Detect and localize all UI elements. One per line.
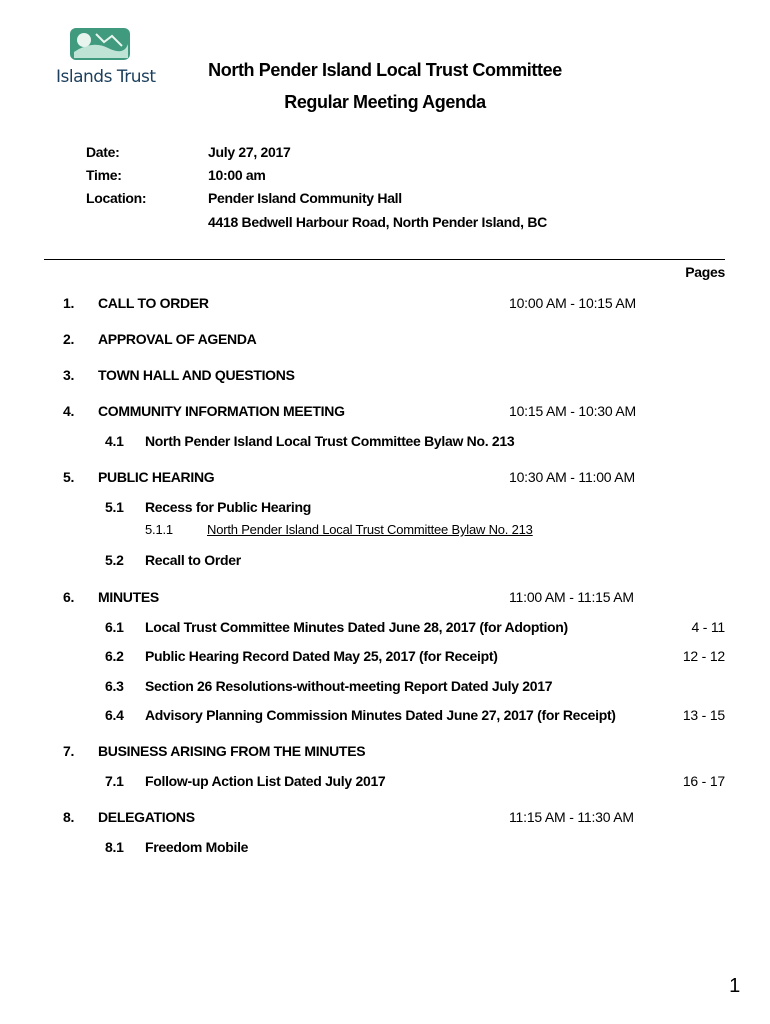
item-time: 10:15 AM - 10:30 AM	[509, 403, 636, 419]
subitem-title: Follow-up Action List Dated July 2017	[145, 773, 386, 789]
item-number: 2.	[63, 331, 75, 347]
subitem-title: Public Hearing Record Dated May 25, 2017 (for Receipt)	[145, 648, 498, 664]
bylaw-213-link[interactable]: North Pender Island Local Trust Committee Bylaw No. 213	[207, 522, 533, 537]
subitem-pages: 4 - 11	[691, 619, 725, 635]
item-number: 7.	[63, 743, 75, 759]
subitem-number: 6.4	[105, 707, 124, 723]
subitem-number: 7.1	[105, 773, 124, 789]
item-title: DELEGATIONS	[98, 809, 195, 825]
divider	[44, 259, 725, 260]
subitem-title: Freedom Mobile	[145, 839, 249, 855]
subitem-title: Section 26 Resolutions-without-meeting Report Dated July 2017	[145, 678, 553, 694]
item-number: 3.	[63, 367, 75, 383]
item-number: 5.	[63, 469, 75, 485]
item-time: 11:00 AM - 11:15 AM	[509, 589, 634, 605]
item-title: APPROVAL OF AGENDA	[98, 331, 257, 347]
page-subtitle: Regular Meeting Agenda	[284, 92, 486, 112]
item-number: 6.	[63, 589, 75, 605]
item-title: BUSINESS ARISING FROM THE MINUTES	[98, 743, 366, 759]
time-value: 10:00 am	[208, 167, 266, 183]
item-title: CALL TO ORDER	[98, 295, 209, 311]
subitem-pages: 13 - 15	[682, 707, 725, 723]
subitem-number: 6.3	[105, 678, 124, 694]
date-value: July 27, 2017	[208, 144, 291, 160]
page-title: North Pender Island Local Trust Committee	[208, 60, 562, 80]
subsubitem-number: 5.1.1	[145, 522, 173, 537]
item-title: COMMUNITY INFORMATION MEETING	[98, 403, 345, 419]
subitem-title: Recess for Public Hearing	[145, 499, 312, 515]
subitem-pages: 16 - 17	[682, 773, 725, 789]
item-number: 8.	[63, 809, 75, 825]
item-title: PUBLIC HEARING	[98, 469, 215, 485]
time-label: Time:	[86, 167, 122, 183]
subitem-number: 8.1	[105, 839, 124, 855]
subitem-number: 5.2	[105, 552, 124, 568]
item-number: 1.	[63, 295, 75, 311]
logo-text: Islands Trust	[56, 67, 156, 87]
subitem-title: Advisory Planning Commission Minutes Dated June 27, 2017 (for Receipt)	[145, 707, 616, 723]
date-label: Date:	[86, 144, 120, 160]
item-time: 10:30 AM - 11:00 AM	[509, 469, 635, 485]
subitem-title: North Pender Island Local Trust Committee Bylaw No. 213	[145, 433, 515, 449]
item-title: TOWN HALL AND QUESTIONS	[98, 367, 295, 383]
page-number: 1	[729, 975, 740, 997]
subitem-number: 5.1	[105, 499, 124, 515]
subitem-pages: 12 - 12	[682, 648, 725, 664]
subitem-title: Recall to Order	[145, 552, 241, 568]
subitem-number: 6.1	[105, 619, 124, 635]
pages-header: Pages	[685, 264, 725, 280]
item-time: 11:15 AM - 11:30 AM	[509, 809, 634, 825]
item-number: 4.	[63, 403, 75, 419]
subitem-title: Local Trust Committee Minutes Dated June 28, 2017 (for Adoption)	[145, 619, 568, 635]
location-line2: 4418 Bedwell Harbour Road, North Pender Island, BC	[208, 214, 547, 230]
location-line1: Pender Island Community Hall	[208, 190, 402, 206]
subitem-number: 4.1	[105, 433, 124, 449]
location-label: Location:	[86, 190, 147, 206]
item-time: 10:00 AM - 10:15 AM	[509, 295, 636, 311]
item-title: MINUTES	[98, 589, 159, 605]
subitem-number: 6.2	[105, 648, 124, 664]
